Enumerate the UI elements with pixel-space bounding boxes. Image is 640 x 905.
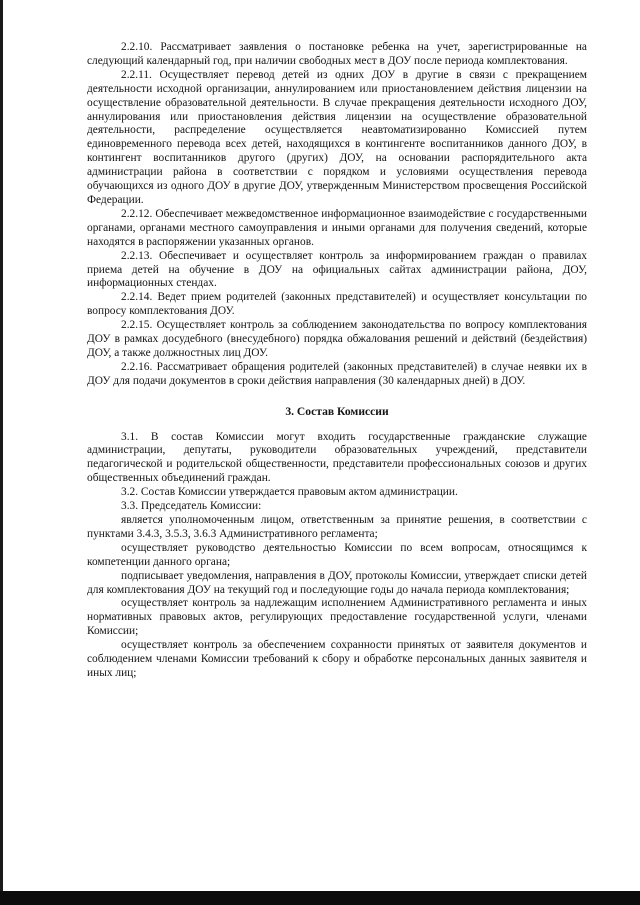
chair-duty-item: подписывает уведомления, направления в ДОУ, протоколы Комиссии, утверждает списки детей для комплектования ДОУ на текущий год и последующие годы до начала периода комплектования;	[87, 569, 587, 596]
paragraph-2-2-12: 2.2.12. Обеспечивает межведомственное информационное взаимодействие с государственными органами, органами местного самоуправления и иными органами для получения сведений, которые находятся в распоряжении указанных органов.	[87, 207, 587, 248]
paragraph-2-2-11: 2.2.11. Осуществляет перевод детей из одних ДОУ в другие в связи с прекращением деятельности исходной организации, аннулированием или приостановлением действия лицензии на осуществление образовательной деятельности. В случае прекращения деятельности исходного ДОУ, аннулирования или приостановления действия лицензии на осуществление образовательной деятельности, распределение осуществляется неавтоматизированно Комиссией путем единовременного перевода всех детей, находящихся в контингенте воспитанников данного ДОУ, в контингент воспитанников другого (других) ДОУ, на основании распорядительного акта администрации района в соответствии с порядком и условиями осуществления перевода обучающихся из одного ДОУ в другие ДОУ, утвержденным Министерством просвещения Российской Федерации.	[87, 68, 587, 206]
paragraph-3-2: 3.2. Состав Комиссии утверждается правовым актом администрации.	[121, 486, 458, 499]
paragraph-2-2-15: 2.2.15. Осуществляет контроль за соблюдением законодательства по вопросу комплектования ДОУ в рамках досудебного (внесудебного) порядка обжалования решений и действий (бездействия) ДОУ, а также должностных лиц ДОУ.	[87, 319, 587, 359]
paragraph-2-2-16: 2.2.16. Рассматривает обращения родителей (законных представителей) в случае неявки их в ДОУ для подачи документов в сроки действия направления (30 календарных дней) в ДОУ.	[87, 360, 587, 387]
section-heading: 3. Состав Комиссии	[285, 404, 389, 418]
paragraph-2-2-10: 2.2.10. Рассматривает заявления о постановке ребенка на учет, зарегистрированные на следующий календарный год, при наличии свободных мест в ДОУ после периода комплектования.	[87, 41, 587, 67]
paragraph-3-3: 3.3. Председатель Комиссии:	[121, 500, 262, 513]
chair-duty-item: осуществляет контроль за надлежащим исполнением Административного регламента и иных нормативных правовых актов, регулирующих предоставление государственной услуги, членами Комиссии;	[87, 597, 587, 638]
paragraph-2-2-14: 2.2.14. Ведет прием родителей (законных представителей) и осуществляет консультации по вопросу комплектования ДОУ.	[87, 291, 587, 318]
document-body	[87, 41, 587, 681]
paragraph-2-2-13: 2.2.13. Обеспечивает и осуществляет контроль за информированием граждан о правилах приема детей на обучение в ДОУ на официальных сайтах администрации района, ДОУ, информационных стендах.	[87, 249, 587, 290]
scan-left-edge	[0, 0, 3, 905]
chair-duty-item: является уполномоченным лицом, ответственным за принятие решения, в соответствии с пунктами 3.4.3, 3.5.3, 3.6.3 Административного регламента;	[87, 514, 587, 540]
chair-duty-item: осуществляет руководство деятельностью Комиссии по всем вопросам, относящимся к компетенции данного органа;	[87, 541, 587, 568]
scan-bottom-edge	[0, 891, 640, 905]
paragraph-3-1: 3.1. В состав Комиссии могут входить государственные гражданские служащие администрации, депутаты, руководители образовательных учреждений, представители педагогической и родительской общественности, представители профессиональных союзов и других общественных объединений граждан.	[87, 430, 587, 485]
chair-duty-item: осуществляет контроль за обеспечением сохранности принятых от заявителя документов и соблюдением членами Комиссии требований к сбору и обработке персональных данных заявителя и иных лиц;	[87, 639, 587, 679]
